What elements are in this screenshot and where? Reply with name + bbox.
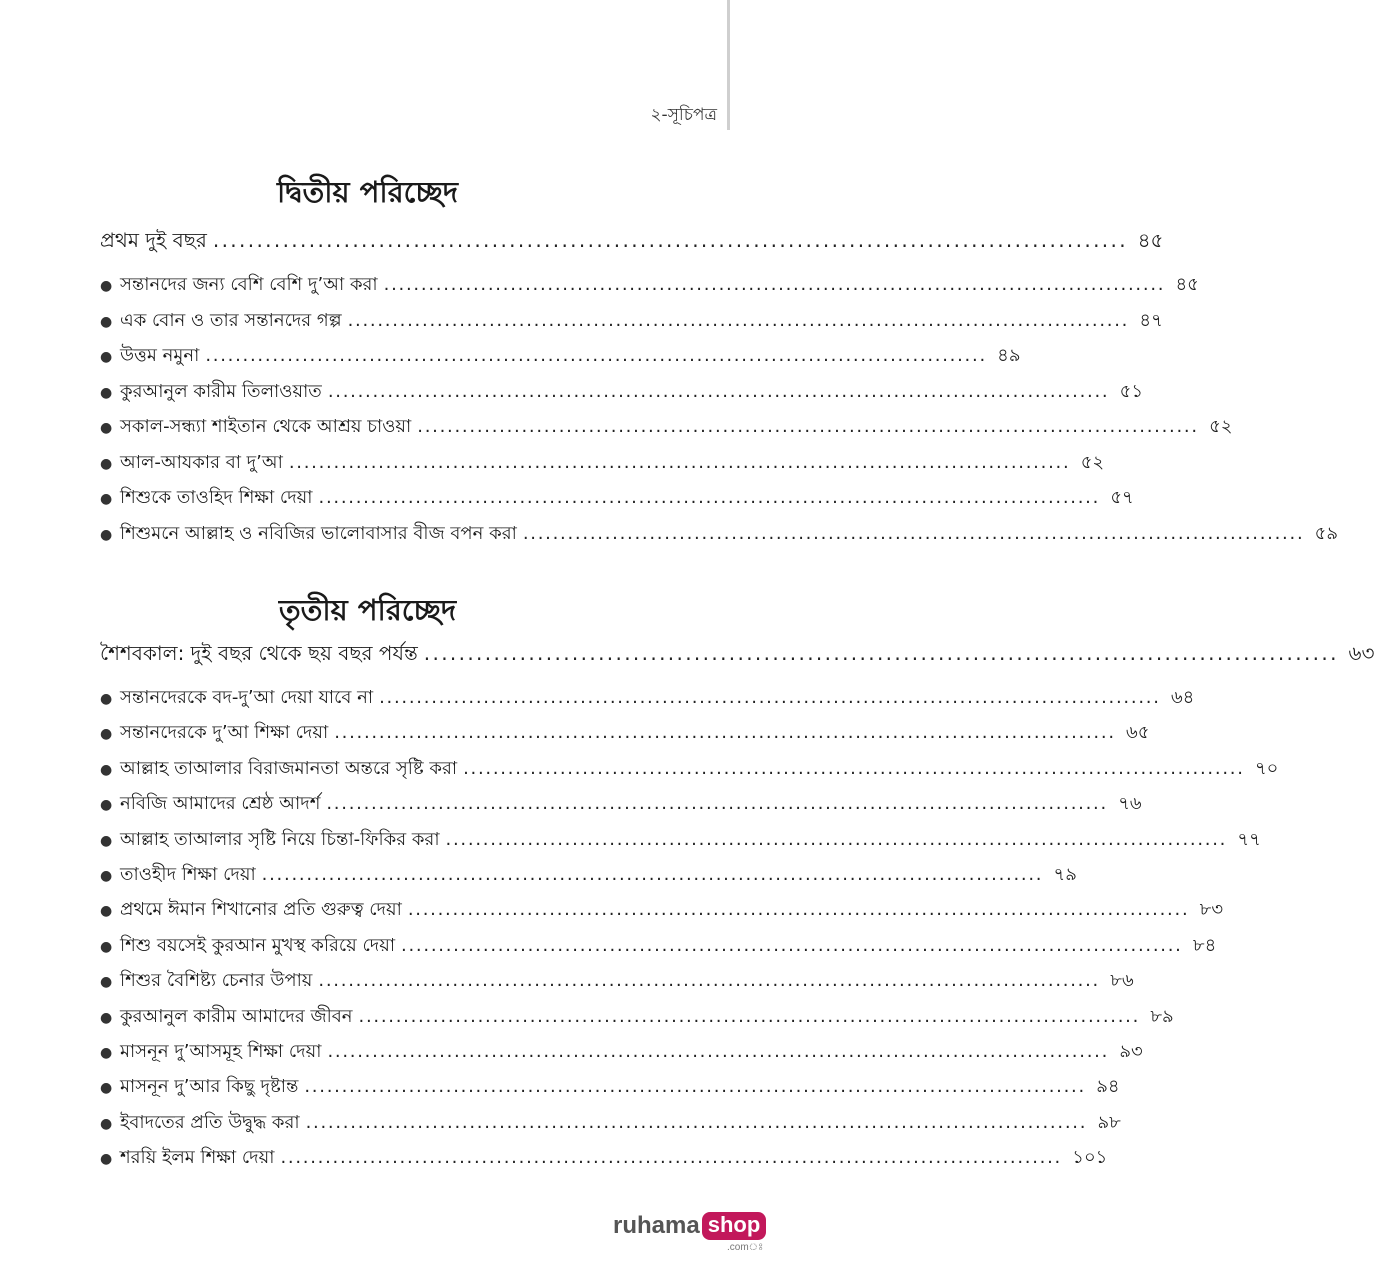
toc-item-text: আল্লাহ তাআলার বিরাজমানতা অন্তরে সৃষ্টি করা xyxy=(120,757,458,779)
toc-item-text: ইবাদতের প্রতি উদ্বুদ্ধ করা xyxy=(120,1111,300,1133)
toc-page-number: ৫৯ xyxy=(1314,522,1339,544)
toc-page-number: ৬৪ xyxy=(1170,687,1195,708)
toc-page-number: ১০১ xyxy=(1072,1147,1108,1169)
toc-item-row[interactable] xyxy=(100,306,1163,337)
bullet-icon: ● xyxy=(100,938,113,955)
toc-page-number: ৪৫ xyxy=(1175,274,1199,295)
toc-section-text: শৈশবকাল: দুই বছর থেকে ছয় বছর পর্যন্ত xyxy=(100,641,418,665)
toc-item-row[interactable] xyxy=(100,270,1199,301)
toc-item-text: সকাল-সন্ধ্যা শাইতান থেকে আশ্রয় চাওয়া xyxy=(120,416,412,437)
dot-leader xyxy=(446,829,1224,850)
toc-page-number: ৫২ xyxy=(1080,451,1105,473)
dot-leader xyxy=(359,1006,1137,1027)
bullet-icon: ● xyxy=(100,1080,113,1097)
dot-leader xyxy=(384,274,1162,295)
toc-page-number: ৯৮ xyxy=(1097,1111,1121,1133)
bullet-icon: ● xyxy=(100,278,113,294)
toc-section-text: প্রথম দুই বছর xyxy=(100,228,207,252)
dot-leader xyxy=(523,523,1301,544)
dot-leader xyxy=(348,310,1126,331)
toc-item-row[interactable] xyxy=(100,377,1144,408)
dot-leader xyxy=(304,1076,1082,1097)
bullet-icon: ● xyxy=(100,903,113,920)
dot-leader xyxy=(417,416,1195,437)
toc-item-text: এক বোন ও তার সন্তানদের গল্প xyxy=(120,309,342,331)
toc-page-number: ৫১ xyxy=(1119,380,1144,402)
toc-item-text: তাওহীদ শিক্ষা দেয়া xyxy=(120,864,256,885)
bullet-icon: ● xyxy=(100,1151,113,1168)
toc-item-text: কুরআনুল কারীম তিলাওয়াত xyxy=(120,380,322,402)
dot-leader xyxy=(319,487,1097,508)
dot-leader xyxy=(306,1112,1084,1133)
toc-item-text: নবিজি আমাদের শ্রেষ্ঠ আদর্শ xyxy=(120,793,321,815)
toc-page-number: ৪৭ xyxy=(1139,309,1163,331)
toc-page-number: ৯৩ xyxy=(1119,1041,1143,1062)
toc-item-text: সন্তানদেরকে বদ-দু’আ দেয়া যাবে না xyxy=(120,687,374,708)
toc-page-number: ৭৯ xyxy=(1053,864,1077,885)
bullet-icon: ● xyxy=(100,797,113,814)
dot-leader xyxy=(280,1147,1058,1168)
toc-page-number: ৫৭ xyxy=(1110,487,1134,508)
toc-item-text: প্রথমে ঈমান শিখানোর প্রতি গুরুত্ব দেয়া xyxy=(120,899,402,921)
toc-page-number: ৬৫ xyxy=(1126,722,1150,744)
dot-leader xyxy=(327,1041,1105,1062)
toc-section-row[interactable] xyxy=(100,226,1164,259)
bullet-icon: ● xyxy=(100,455,113,472)
bullet-icon: ● xyxy=(100,832,113,849)
toc-page-number: ৮৩ xyxy=(1199,899,1224,921)
toc-page-number: ৮৯ xyxy=(1150,1005,1174,1027)
toc-page-number: ৭৬ xyxy=(1118,793,1142,815)
toc-item-text: উত্তম নমুনা xyxy=(120,345,200,366)
toc-item-row[interactable] xyxy=(100,412,1233,443)
toc-item-text: মাসনূন দু’আর কিছু দৃষ্টান্ত xyxy=(120,1076,299,1098)
toc-item-row[interactable] xyxy=(100,1143,1108,1174)
toc-item-text: আল-আযকার বা দু’আ xyxy=(120,451,283,473)
chapter-title: তৃতীয় পরিচ্ছেদ xyxy=(278,593,457,627)
bullet-icon: ● xyxy=(100,726,113,743)
toc-item-text: মাসনূন দু’আসমূহ শিক্ষা দেয়া xyxy=(120,1041,322,1062)
toc-item-row[interactable] xyxy=(100,1108,1121,1139)
bullet-icon: ● xyxy=(100,349,113,365)
toc-item-row[interactable] xyxy=(100,1037,1143,1068)
toc-section-row[interactable] xyxy=(100,639,1375,672)
dot-leader xyxy=(213,228,1124,252)
toc-item-row[interactable] xyxy=(100,931,1217,962)
dot-leader xyxy=(334,722,1112,743)
toc-item-row[interactable] xyxy=(100,341,1021,372)
dot-leader xyxy=(379,687,1157,708)
toc-item-row[interactable] xyxy=(100,448,1105,479)
toc-item-row[interactable] xyxy=(100,895,1224,926)
bullet-icon: ● xyxy=(100,420,113,436)
toc-item-row[interactable] xyxy=(100,483,1134,514)
toc-item-text: কুরআনুল কারীম আমাদের জীবন xyxy=(120,1005,353,1027)
dot-leader xyxy=(205,345,983,366)
logo-ruhama-text: ruhama xyxy=(613,1212,700,1239)
toc-item-row[interactable] xyxy=(100,519,1339,550)
toc-item-text: সন্তানদের জন্য বেশি বেশি দু’আ করা xyxy=(120,274,378,295)
toc-item-text: শিশুকে তাওহিদ শিক্ষা দেয়া xyxy=(120,487,313,508)
toc-item-row[interactable] xyxy=(100,754,1279,785)
toc-item-text: শিশু বয়সেই কুরআন মুখস্থ করিয়ে দেয়া xyxy=(120,934,396,956)
toc-item-row[interactable] xyxy=(100,1072,1120,1103)
toc-page-number: ৬৩ xyxy=(1348,641,1375,665)
dot-leader xyxy=(463,758,1241,779)
bullet-icon: ● xyxy=(100,761,113,778)
toc-item-row[interactable] xyxy=(100,825,1261,856)
toc-item-row[interactable] xyxy=(100,683,1195,714)
dot-leader xyxy=(408,899,1186,920)
bullet-icon: ● xyxy=(100,384,113,401)
toc-item-text: শিশুমনে আল্লাহ ও নবিজির ভালোবাসার বীজ বপন করা xyxy=(120,522,517,544)
toc-page-number: ৪৫ xyxy=(1137,228,1164,252)
toc-item-text: শরয়ি ইলম শিক্ষা দেয়া xyxy=(120,1147,275,1169)
bullet-icon: ● xyxy=(100,313,113,330)
toc-item-text: সন্তানদেরকে দু’আ শিক্ষা দেয়া xyxy=(120,722,329,744)
toc-page-number: ৫২ xyxy=(1209,416,1233,437)
toc-page-number: ৭৭ xyxy=(1237,828,1261,850)
dot-leader xyxy=(289,452,1067,473)
bullet-icon: ● xyxy=(100,1009,113,1026)
dot-leader xyxy=(326,793,1104,814)
dot-leader xyxy=(424,641,1335,665)
bullet-icon: ● xyxy=(100,868,113,884)
toc-page-number: ৭০ xyxy=(1254,757,1279,779)
bullet-icon: ● xyxy=(100,691,113,707)
chapter-title: দ্বিতীয় পরিচ্ছেদ xyxy=(276,175,459,209)
toc-item-row[interactable] xyxy=(100,966,1134,997)
bullet-icon: ● xyxy=(100,1115,113,1132)
dot-leader xyxy=(318,970,1096,991)
toc-item-text: আল্লাহ তাআলার সৃষ্টি নিয়ে চিন্তা-ফিকির করা xyxy=(120,828,440,850)
ruhamashop-logo xyxy=(613,1212,766,1253)
toc-item-row[interactable] xyxy=(100,789,1142,820)
dot-leader xyxy=(401,935,1179,956)
toc-item-row[interactable] xyxy=(100,718,1150,749)
bullet-icon: ● xyxy=(100,1045,113,1061)
bullet-icon: ● xyxy=(100,526,113,543)
dot-leader xyxy=(328,381,1106,402)
running-head: ২-সূচিপত্র xyxy=(650,105,717,125)
bullet-icon: ● xyxy=(100,974,113,991)
toc-page-number: ৪৯ xyxy=(997,345,1021,366)
toc-item-row[interactable] xyxy=(100,1002,1174,1033)
toc-item-text: শিশুর বৈশিষ্ট্য চেনার উপায় xyxy=(120,970,313,992)
toc-page-number: ৮৪ xyxy=(1192,934,1217,956)
toc-page-number: ৯৪ xyxy=(1096,1076,1120,1098)
logo-shop-badge: shop xyxy=(702,1212,767,1240)
bullet-icon: ● xyxy=(100,491,113,507)
dot-leader xyxy=(262,864,1040,885)
logo-com-text: .comঃ xyxy=(727,1242,764,1253)
toc-page-number: ৮৬ xyxy=(1110,970,1134,992)
toc-item-row[interactable] xyxy=(100,860,1077,891)
page-edge-rule xyxy=(727,0,730,130)
